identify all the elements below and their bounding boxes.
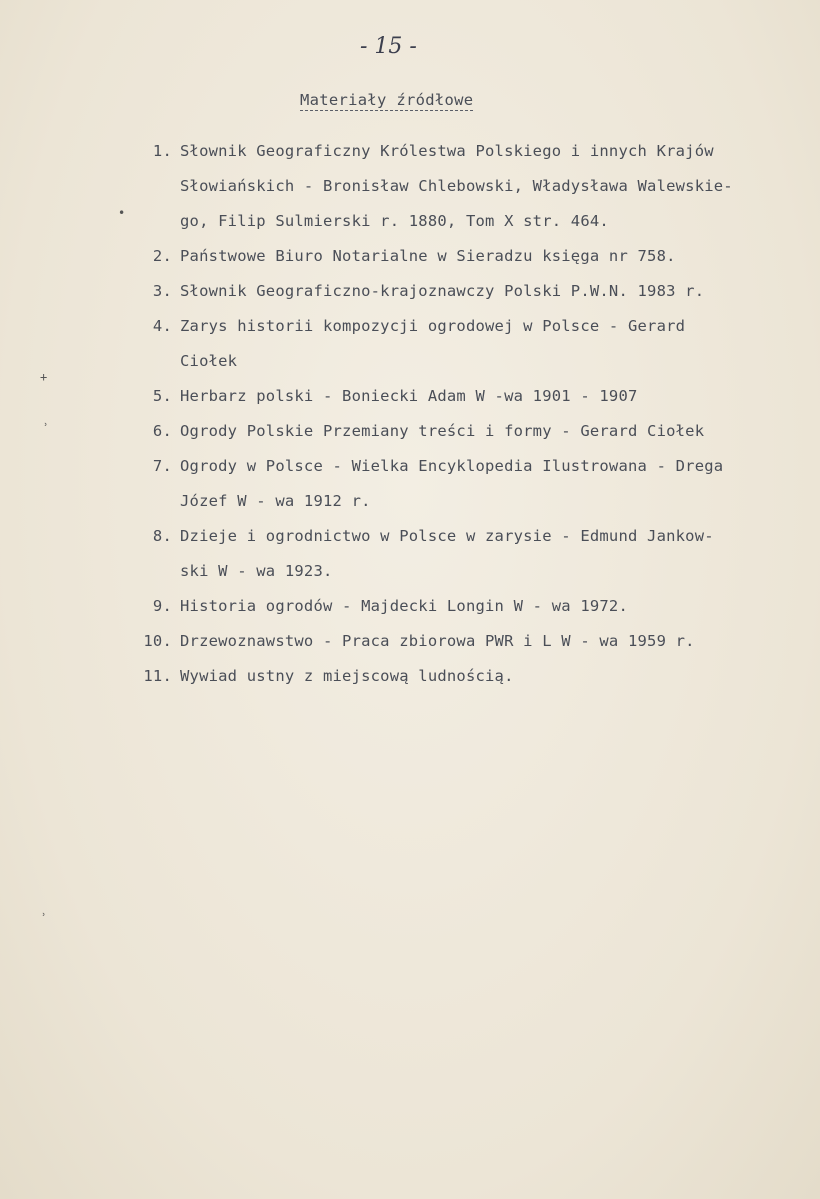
item-number: 9. bbox=[152, 597, 172, 615]
ink-speck: + bbox=[40, 370, 48, 384]
item-text bbox=[172, 274, 790, 309]
item-number: 8. bbox=[152, 527, 172, 545]
item-number: 7. bbox=[152, 457, 172, 475]
ink-speck: ˒ bbox=[40, 908, 48, 922]
item-line: Ogrody Polskie Przemiany treści i formy - Gerard Ciołek bbox=[180, 422, 705, 440]
item-text bbox=[172, 659, 790, 694]
ink-speck: • bbox=[118, 206, 126, 220]
item-line: ski W - wa 1923. bbox=[180, 562, 333, 580]
item-text bbox=[172, 239, 790, 274]
list-item bbox=[130, 414, 790, 449]
item-line: Józef W - wa 1912 r. bbox=[180, 492, 371, 510]
list-item bbox=[130, 624, 790, 659]
item-line: Zarys historii kompozycji ogrodowej w Polsce - Gerard bbox=[180, 317, 686, 335]
list-item bbox=[130, 449, 790, 519]
page-number: - 15 - bbox=[360, 34, 417, 59]
item-number: 11. bbox=[143, 667, 172, 685]
item-number: 5. bbox=[152, 387, 172, 405]
item-text bbox=[172, 414, 790, 449]
item-line: Dzieje i ogrodnictwo w Polsce w zarysie - Edmund Jankow- bbox=[180, 527, 714, 545]
item-line: go, Filip Sulmierski r. 1880, Tom X str. 464. bbox=[180, 212, 609, 230]
list-item bbox=[130, 379, 790, 414]
list-item bbox=[130, 309, 790, 379]
item-line: Ciołek bbox=[180, 352, 238, 370]
item-text bbox=[172, 379, 790, 414]
item-number: 3. bbox=[152, 282, 172, 300]
list-item bbox=[130, 239, 790, 274]
item-number: 6. bbox=[152, 422, 172, 440]
list-item bbox=[130, 274, 790, 309]
item-text bbox=[172, 589, 790, 624]
list-item bbox=[130, 589, 790, 624]
item-line: Herbarz polski - Boniecki Adam W -wa 1901 - 1907 bbox=[180, 387, 638, 405]
item-number: 4. bbox=[152, 317, 172, 335]
list-item bbox=[130, 659, 790, 694]
list-item bbox=[130, 134, 790, 239]
ink-speck: ˒ bbox=[42, 418, 50, 432]
item-number: 10. bbox=[143, 632, 172, 650]
item-text bbox=[172, 624, 790, 659]
item-line: Słownik Geograficzny Królestwa Polskiego i innych Krajów bbox=[180, 142, 714, 160]
source-list bbox=[130, 134, 790, 694]
list-item bbox=[130, 519, 790, 589]
item-line: Drzewoznawstwo - Praca zbiorowa PWR i L W - wa 1959 r. bbox=[180, 632, 695, 650]
section-title: Materiały źródłowe bbox=[300, 91, 474, 109]
item-line: Państwowe Biuro Notarialne w Sieradzu księga nr 758. bbox=[180, 247, 676, 265]
item-line: Ogrody w Polsce - Wielka Encyklopedia Ilustrowana - Drega bbox=[180, 457, 724, 475]
item-text bbox=[172, 519, 790, 589]
item-text bbox=[172, 449, 790, 519]
item-line: Słownik Geograficzno-krajoznawczy Polski P.W.N. 1983 r. bbox=[180, 282, 705, 300]
item-line: Słowiańskich - Bronisław Chlebowski, Władysława Walewskie- bbox=[180, 177, 733, 195]
item-number: 1. bbox=[152, 142, 172, 160]
item-text bbox=[172, 134, 790, 239]
item-line: Wywiad ustny z miejscową ludnością. bbox=[180, 667, 514, 685]
item-number: 2. bbox=[152, 247, 172, 265]
item-text bbox=[172, 309, 790, 379]
item-line: Historia ogrodów - Majdecki Longin W - wa 1972. bbox=[180, 597, 628, 615]
